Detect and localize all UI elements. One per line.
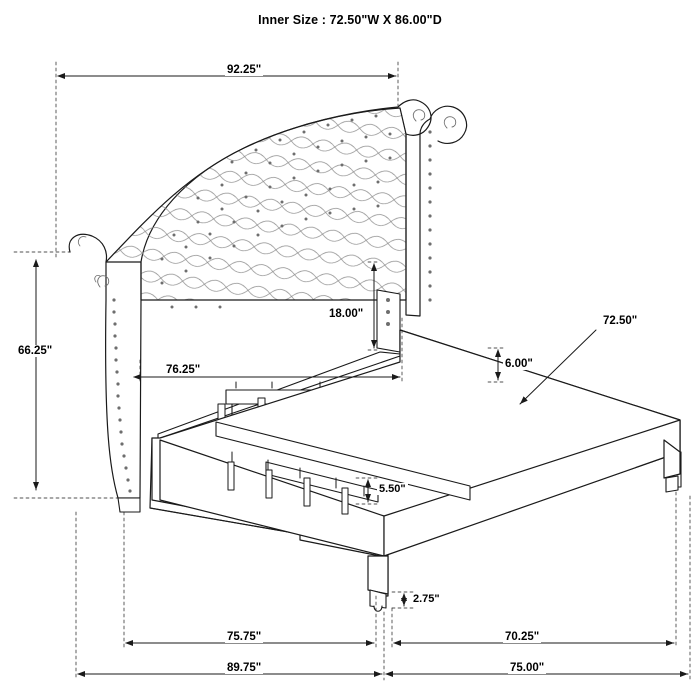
dim-label-inner-width: 72.50" [603, 315, 638, 327]
page-title: Inner Size : 72.50"W X 86.00"D [258, 13, 442, 27]
dim-label-slat-clearance: 6.00" [505, 358, 533, 370]
dim-label-foot-clearance: 2.75" [413, 593, 440, 605]
dim-label-headboard-width: 76.25" [166, 364, 201, 376]
dim-label-overall-width-top: 92.25" [227, 64, 262, 76]
dim-label-depth-front: 75.75" [227, 631, 262, 643]
dim-label-rail-to-top: 18.00" [329, 308, 364, 320]
dim-label-total-depth-front: 89.75" [227, 662, 262, 674]
dim-label-slat-thickness: 5.50" [379, 483, 406, 495]
dim-label-depth-back: 70.25" [505, 631, 540, 643]
dim-label-total-depth-back: 75.00" [510, 662, 545, 674]
dim-label-headboard-height: 66.25" [18, 345, 53, 357]
